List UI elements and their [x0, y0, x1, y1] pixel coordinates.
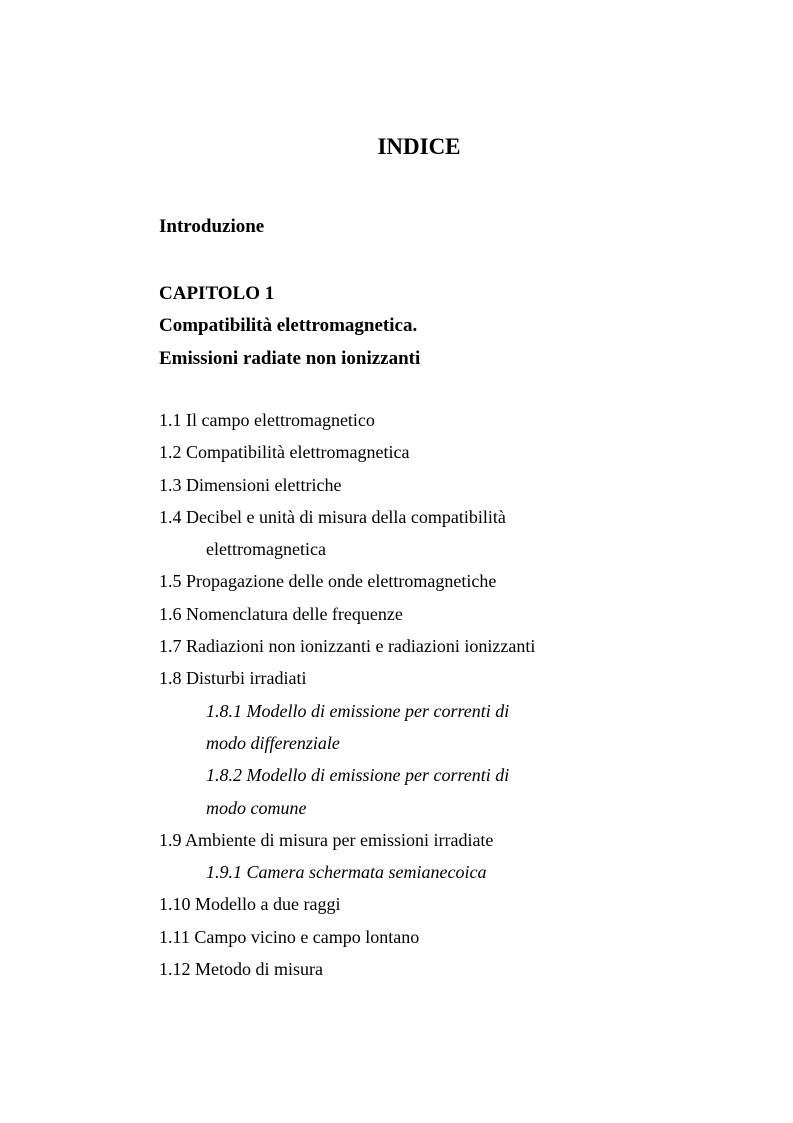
toc-entry-1-9: 1.9 Ambiente di misura per emissioni irradiate	[159, 829, 494, 850]
chapter-title-line-1: Compatibilità elettromagnetica.	[159, 315, 418, 337]
toc-subentry-1-8-1: 1.8.1 Modello di emissione per correnti di	[206, 700, 510, 721]
chapter-label: CAPITOLO 1	[159, 283, 275, 304]
toc-entry-1-2: 1.2 Compatibilità elettromagnetica	[159, 442, 410, 463]
toc-entry-1-6: 1.6 Nomenclatura delle frequenze	[159, 603, 403, 624]
toc-entry-1-10: 1.10 Modello a due raggi	[159, 894, 341, 915]
toc-subentry-1-8-2: 1.8.2 Modello di emissione per correnti di	[206, 765, 510, 786]
toc-entry-1-8: 1.8 Disturbi irradiati	[159, 668, 307, 689]
toc-subentry-1-8-2-continued: modo comune	[206, 797, 307, 818]
toc-subentry-1-9-1: 1.9.1 Camera schermata semianecoica	[206, 862, 487, 883]
toc-introduction: Introduzione	[159, 216, 265, 237]
table-of-contents	[159, 404, 535, 985]
toc-entry-1-4: 1.4 Decibel e unità di misura della compatibilità	[159, 506, 506, 527]
chapter-heading	[159, 278, 420, 375]
toc-subentry-1-8-1-continued: modo differenziale	[206, 732, 340, 753]
toc-entry-1-12: 1.12 Metodo di misura	[159, 959, 323, 980]
chapter-title-line-2: Emissioni radiate non ionizzanti	[159, 347, 421, 369]
toc-entry-1-11: 1.11 Campo vicino e campo lontano	[159, 926, 420, 947]
toc-entry-1-5: 1.5 Propagazione delle onde elettromagnetiche	[159, 571, 497, 592]
page-title: INDICE	[377, 134, 461, 159]
toc-entry-1-1: 1.1 Il campo elettromagnetico	[159, 410, 375, 430]
toc-entry-1-4-continued: elettromagnetica	[206, 539, 326, 560]
toc-entry-1-7: 1.7 Radiazioni non ionizzanti e radiazioni ionizzanti	[159, 636, 536, 657]
toc-entry-1-3: 1.3 Dimensioni elettriche	[159, 474, 342, 495]
